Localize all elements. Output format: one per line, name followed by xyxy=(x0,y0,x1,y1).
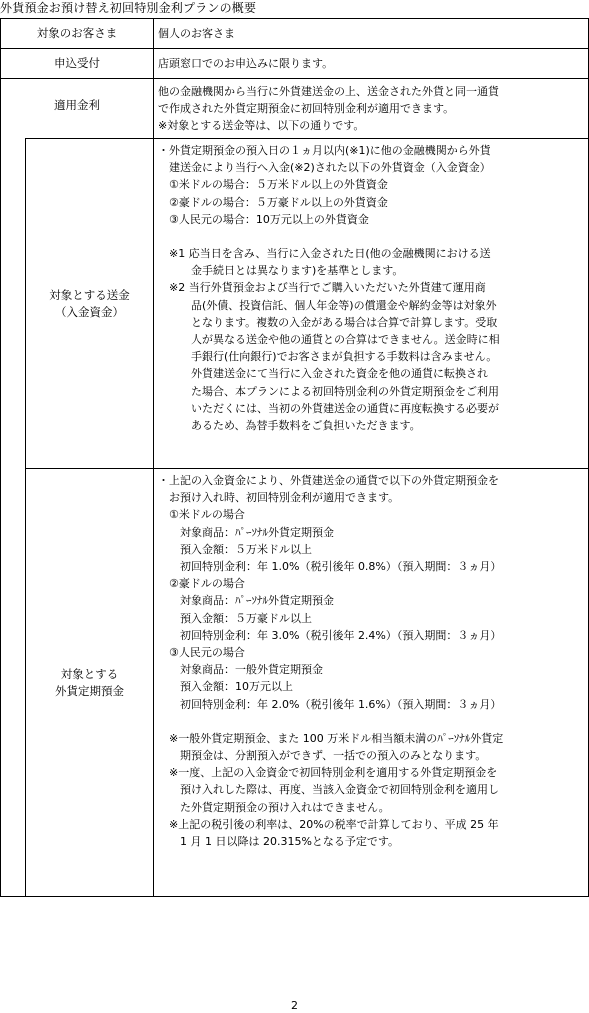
page-number: 2 xyxy=(291,999,298,1012)
remit-line xyxy=(158,228,584,245)
deposit-line: ②豪ドルの場合 xyxy=(158,577,245,591)
remit-line: 外貨建送金にて当行に入金された資金を他の通貨に転換され xyxy=(158,367,488,381)
remit-line: 建送金により当行へ入金(※2)された以下の外貨資金（入金資金） xyxy=(158,161,491,175)
deposit-line: 初回特別金利：年 1.0%（税引後年 0.8%）（預入期間：３ヵ月） xyxy=(158,560,502,574)
deposit-line: ※一般外貨定期預金、また 100 万米ドル相当額未満のﾊﾟｰｿﾅﾙ外貨定 xyxy=(158,731,504,745)
remit-line: あるため、為替手数料をご負担いただきます。 xyxy=(158,419,421,433)
deposit-line: 対象商品：ﾊﾟｰｿﾅﾙ外貨定期預金 xyxy=(158,525,334,539)
remit-line: ※2 当行外貨預金および当行でご購入いただいた外貨建て運用商 xyxy=(158,281,486,295)
deposit-label-line: 対象とする xyxy=(60,666,119,681)
deposit-line: 預け入れした際は、再度、当該入金資金で初回特別金利を適用し xyxy=(158,783,499,797)
remit-value-cell xyxy=(154,139,589,469)
remit-line: 手銀行(仕向銀行)でお客さまが負担する手数料は含みません。 xyxy=(158,350,498,364)
deposit-line: 預入金額：５万米ドル以上 xyxy=(158,542,312,556)
deposit-line: 1 月 1 日以降は 20.315%となる予定です。 xyxy=(158,835,400,849)
remit-line: ※1 応当日を含み、当行に入金された日(他の金融機関における送 xyxy=(158,247,491,261)
rate-value-cell xyxy=(154,79,589,139)
deposit-line: ※一度、上記の入金資金で初回特別金利を適用する外貨定期預金を xyxy=(158,766,498,780)
deposit-line: ①米ドルの場合 xyxy=(158,508,245,522)
rate-line: で作成された外貨定期預金に初回特別金利が適用できます。 xyxy=(158,102,455,116)
deposit-line: 対象商品：ﾊﾟｰｿﾅﾙ外貨定期預金 xyxy=(158,594,334,608)
apply-label-cell: 申込受付 xyxy=(1,49,154,79)
remit-line: ①米ドルの場合：５万米ドル以上の外貨資金 xyxy=(158,178,388,192)
deposit-line: た外貨定期預金の預け入れはできません。 xyxy=(158,800,390,814)
deposit-line: 預入金額：５万豪ドル以上 xyxy=(158,611,312,625)
remit-line: 品(外債、投資信託、個人年金等)の償還金や解約金等は対象外 xyxy=(158,298,497,312)
deposit-line xyxy=(158,713,584,730)
remit-label-cell xyxy=(26,139,154,469)
remit-line: ③人民元の場合：10万元以上の外貨資金 xyxy=(158,212,369,226)
remit-line: ・外貨定期預金の預入日の１ヵ月以内(※1)に他の金融機関から外貨 xyxy=(158,144,491,157)
remit-line: いただくには、当初の外貨建送金の通貨に再度転換する必要が xyxy=(158,401,499,415)
rate-indent-cell xyxy=(1,139,26,897)
apply-value-cell: 店頭窓口でのお申込みに限ります。 xyxy=(154,49,589,79)
remit-label-line: （入金資金） xyxy=(55,304,124,319)
deposit-line: ※上記の税引後の利率は、20%の税率で計算しており、平成 25 年 xyxy=(158,817,499,831)
rate-label-cell: 適用金利 xyxy=(1,79,154,139)
deposit-line: 初回特別金利：年 3.0%（税引後年 2.4%）（預入期間：３ヵ月） xyxy=(158,628,502,642)
deposit-line: 対象商品：一般外貨定期預金 xyxy=(158,663,323,677)
deposit-line: ・上記の入金資金により、外貨建送金の通貨で以下の外貨定期預金を xyxy=(158,474,499,487)
remit-line: た場合、本プランによる初回特別金利の外貨定期預金をご利用 xyxy=(158,384,499,398)
remit-line: ②豪ドルの場合：５万豪ドル以上の外貨資金 xyxy=(158,195,388,209)
deposit-label-line: 外貨定期預金 xyxy=(55,683,124,698)
remit-line: 人が異なる送金や他の通貨との合算はできません。送金時に相 xyxy=(158,333,500,347)
plan-overview-table xyxy=(0,18,589,897)
remit-label-line: 対象とする送金 xyxy=(49,287,130,302)
customer-value-cell: 個人のお客さま xyxy=(154,19,589,49)
deposit-line: 預入金額：10万元以上 xyxy=(158,680,293,694)
deposit-value-cell xyxy=(154,469,589,897)
page-title: 外貨預金お預け替え初回特別金利プランの概要 xyxy=(0,1,257,15)
deposit-line: 初回特別金利：年 2.0%（税引後年 1.6%）（預入期間：３ヵ月） xyxy=(158,697,502,711)
rate-line: 他の金融機関から当行に外貨建送金の上、送金された外貨と同一通貨 xyxy=(158,85,499,98)
deposit-label-cell xyxy=(26,469,154,897)
deposit-line: お預け入れ時、初回特別金利が適用できます。 xyxy=(158,491,400,505)
remit-line: となります。複数の入金がある場合は合算で計算します。受取 xyxy=(158,315,498,329)
deposit-line: ③人民元の場合 xyxy=(158,646,245,660)
remit-line: 金手続日とは異なります)を基準とします。 xyxy=(158,264,404,278)
customer-label-cell: 対象のお客さま xyxy=(1,19,154,49)
deposit-line: 期預金は、分割預入ができず、一括での預入のみとなります。 xyxy=(158,749,487,763)
rate-line: ※対象とする送金等は、以下の通りです。 xyxy=(158,119,365,133)
